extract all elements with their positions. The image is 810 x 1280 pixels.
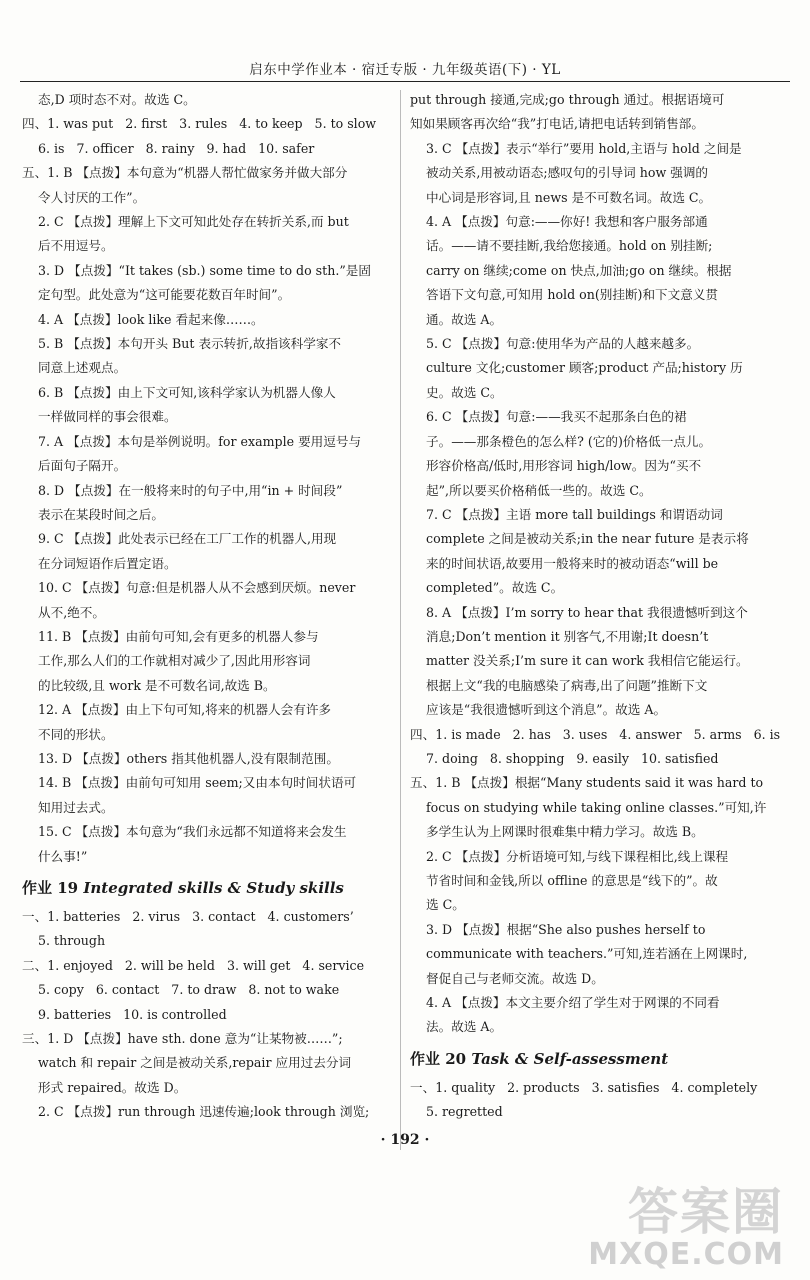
text-line: 6. B 【点拨】由上下文可知,该科学家认为机器人像人 xyxy=(22,384,336,400)
text-line: 2. C 【点拨】分析语境可知,与线下课程相比,线上课程 xyxy=(410,848,729,864)
text-line: 法。故选 A。 xyxy=(410,1019,503,1035)
answer-item xyxy=(22,112,390,136)
text-line: 7. C 【点拨】主语 more tall buildings 和谓语动词 xyxy=(410,506,723,522)
text-line: 5. copy 6. contact 7. to draw 8. not to wake xyxy=(22,982,340,998)
text-line: 中心词是形容词,且 news 是不可数名词。故选 C。 xyxy=(410,189,712,205)
text-line: 态,D 项时态不对。故选 C。 xyxy=(22,92,196,107)
section-title: Task & Self-assessment xyxy=(471,1049,669,1068)
answer-item xyxy=(410,918,792,991)
answer-item xyxy=(22,381,390,430)
text-line: 知用过去式。 xyxy=(22,799,114,815)
answer-item xyxy=(410,771,792,844)
left-column xyxy=(22,88,390,1125)
text-line: 12. A 【点拨】由上下句可知,将来的机器人会有许多 xyxy=(22,702,332,718)
text-line: 五、1. B 【点拨】根据“Many students said it was hard to xyxy=(410,775,764,791)
answer-item xyxy=(410,210,792,332)
text-line: 三、1. D 【点拨】have sth. done 意为“让某物被……”; xyxy=(22,1031,343,1047)
text-line: 被动关系,用被动语态;感叹句的引导词 how 强调的 xyxy=(410,165,709,181)
answer-item xyxy=(22,308,390,332)
answer-item xyxy=(410,503,792,601)
answer-item xyxy=(22,259,390,308)
watermark-logo xyxy=(588,1172,792,1272)
answer-item xyxy=(410,723,792,772)
text-line: 在分词短语作后置定语。 xyxy=(22,555,177,571)
answer-item xyxy=(22,625,390,698)
text-line: 不同的形状。 xyxy=(22,726,114,742)
section-number: 作业 19 xyxy=(22,879,79,897)
answer-item xyxy=(22,771,390,820)
answer-item xyxy=(22,576,390,625)
text-line: 定句型。此处意为“这可能要花数百年时间”。 xyxy=(22,287,291,303)
text-line: 工作,那么人们的工作就相对减少了,因此用形容词 xyxy=(22,653,311,669)
text-line: 14. B 【点拨】由前句可知用 seem;又由本句时间状语可 xyxy=(22,775,357,791)
text-line: completed”。故选 C。 xyxy=(410,580,564,596)
text-line: 5. B 【点拨】本句开头 But 表示转折,故指该科学家不 xyxy=(22,336,342,352)
answer-item xyxy=(22,1100,390,1124)
text-line: 督促自己与老师交流。故选 D。 xyxy=(410,970,604,986)
text-line: 起”,所以要买价格稍低一些的。故选 C。 xyxy=(410,482,652,498)
section-title: Integrated skills & Study skills xyxy=(83,879,344,897)
watermark-domain-text: MXQE.COM xyxy=(588,1237,784,1272)
section-heading xyxy=(410,1046,792,1072)
text-line: 应该是“我很遗憾听到这个消息”。故选 A。 xyxy=(410,702,667,718)
text-line: put through 接通,完成;go through 通过。根据语境可 xyxy=(410,92,725,107)
answer-item xyxy=(22,430,390,479)
text-line: 4. A 【点拨】look like 看起来像……。 xyxy=(22,311,264,327)
text-line: 8. A 【点拨】I’m sorry to hear that 我很遗憾听到这个 xyxy=(410,604,748,620)
text-line: 13. D 【点拨】others 指其他机器人,没有限制范围。 xyxy=(22,750,339,766)
text-line: 5. regretted xyxy=(410,1104,503,1120)
answer-item xyxy=(22,698,390,747)
text-line: 一样做同样的事会很难。 xyxy=(22,409,177,425)
text-line: 选 C。 xyxy=(410,897,465,913)
text-line: 3. D 【点拨】根据“She also pushes herself to xyxy=(410,921,706,937)
text-line: 4. A 【点拨】句意:——你好! 我想和客户服务部通 xyxy=(410,214,708,230)
text-line: culture 文化;customer 顾客;product 产品;history 历 xyxy=(410,360,743,376)
text-line: 3. D 【点拨】“It takes (sb.) some time to do sth.”是固 xyxy=(22,262,371,278)
text-line: 四、1. is made 2. has 3. uses 4. answer 5. arms 6. is xyxy=(410,726,781,742)
text-line: 5. C 【点拨】句意:使用华为产品的人越来越多。 xyxy=(410,336,700,352)
text-line: 4. A 【点拨】本文主要介绍了学生对于网课的不同看 xyxy=(410,995,720,1011)
column-divider xyxy=(400,90,401,1150)
answer-item xyxy=(22,954,390,1027)
text-line: 话。——请不要挂断,我给您接通。hold on 别挂断; xyxy=(410,238,713,254)
text-line: 的比较级,且 work 是不可数名词,故选 B。 xyxy=(22,677,276,693)
text-line: 子。——那条橙色的怎么样? (它的)价格低一点儿。 xyxy=(410,433,712,449)
text-line: 7. doing 8. shopping 9. easily 10. satisfied xyxy=(410,750,719,766)
text-line: 9. C 【点拨】此处表示已经在工厂工作的机器人,用现 xyxy=(22,531,337,547)
text-line: 形式 repaired。故选 D。 xyxy=(22,1079,187,1095)
watermark-main-text: 答案圈 xyxy=(628,1183,784,1241)
text-line: 6. is 7. officer 8. rainy 9. had 10. safer xyxy=(22,140,315,156)
text-line: complete 之间是被动关系;in the near future 是表示将 xyxy=(410,531,749,547)
text-line: 来的时间状语,故要用一般将来时的被动语态“will be xyxy=(410,555,719,571)
text-line: 五、1. B 【点拨】本句意为“机器人帮忙做家务并做大部分 xyxy=(22,165,348,181)
answer-item xyxy=(22,210,390,259)
text-line: 令人讨厌的工作”。 xyxy=(22,189,146,205)
text-line: focus on studying while taking online classes.”可知,许 xyxy=(410,799,767,815)
answer-item xyxy=(410,137,792,210)
text-line: 同意上述观点。 xyxy=(22,360,127,376)
text-line: 一、1. quality 2. products 3. satisfies 4. completely xyxy=(410,1079,758,1095)
text-line: 消息;Don’t mention it 别客气,不用谢;It doesn’t xyxy=(410,628,709,644)
text-line: 从不,绝不。 xyxy=(22,604,105,620)
text-line: 后面句子隔开。 xyxy=(22,458,127,474)
page-header: 启东中学作业本 · 宿迁专版 · 九年级英语(下) · YL xyxy=(249,62,561,78)
answer-item xyxy=(22,747,390,771)
text-line: 根据上文“我的电脑感染了病毒,出了问题”推断下文 xyxy=(410,677,708,693)
text-line: 一、1. batteries 2. virus 3. contact 4. customers’ xyxy=(22,909,354,924)
answer-item xyxy=(22,161,390,210)
answer-item xyxy=(22,820,390,869)
text-line: 9. batteries 10. is controlled xyxy=(22,1006,227,1022)
text-line: 知如果顾客再次给“我”打电话,请把电话转到销售部。 xyxy=(410,116,704,132)
section-heading xyxy=(22,875,390,901)
text-line: 多学生认为上网课时很难集中精力学习。故选 B。 xyxy=(410,824,704,840)
answer-item xyxy=(410,601,792,723)
text-line: 答语下文句意,可知用 hold on(别挂断)和下文意义贯 xyxy=(410,287,719,303)
answer-item xyxy=(22,137,390,161)
answer-item xyxy=(410,845,792,918)
answer-item xyxy=(410,332,792,405)
text-line: 3. C 【点拨】表示“举行”要用 hold,主语与 hold 之间是 xyxy=(410,140,742,156)
text-line: 表示在某段时间之后。 xyxy=(22,506,164,522)
page-number: · 192 · xyxy=(380,1132,430,1148)
text-line: matter 没关系;I’m sure it can work 我相信它能运行。 xyxy=(410,653,749,669)
text-line: 7. A 【点拨】本句是举例说明。for example 要用逗号与 xyxy=(22,433,362,449)
text-line: 2. C 【点拨】run through 迅速传遍;look through 浏览; xyxy=(22,1104,370,1120)
text-line: communicate with teachers.”可知,连若涵在上网课时, xyxy=(410,946,748,962)
answer-item xyxy=(22,905,390,954)
text-line: 5. through xyxy=(22,933,106,949)
answer-item xyxy=(22,88,390,112)
right-column xyxy=(410,88,792,1125)
text-line: 2. C 【点拨】理解上下文可知此处存在转折关系,而 but xyxy=(22,214,349,230)
text-line: 节省时间和金钱,所以 offline 的意思是“线下的”。故 xyxy=(410,873,718,888)
answer-item xyxy=(410,991,792,1040)
text-line: 什么事!” xyxy=(22,848,88,864)
answer-item xyxy=(410,405,792,503)
answer-item xyxy=(22,1027,390,1100)
section-number: 作业 20 xyxy=(410,1049,467,1068)
answer-item xyxy=(410,88,792,137)
text-line: 后不用逗号。 xyxy=(22,238,114,254)
text-line: 10. C 【点拨】句意:但是机器人从不会感到厌烦。never xyxy=(22,580,356,596)
answer-item xyxy=(22,527,390,576)
text-line: 二、1. enjoyed 2. will be held 3. will get 4. service xyxy=(22,957,365,973)
text-line: watch 和 repair 之间是被动关系,repair 应用过去分词 xyxy=(22,1055,352,1071)
header-rule xyxy=(20,81,790,82)
text-line: 15. C 【点拨】本句意为“我们永远都不知道将来会发生 xyxy=(22,824,347,840)
text-line: 通。故选 A。 xyxy=(410,311,503,327)
text-line: 6. C 【点拨】句意:——我买不起那条白色的裙 xyxy=(410,409,687,425)
text-line: 11. B 【点拨】由前句可知,会有更多的机器人参与 xyxy=(22,628,319,644)
text-line: 四、1. was put 2. first 3. rules 4. to keep 5. to slow xyxy=(22,116,377,132)
text-line: 形容价格高/低时,用形容词 high/low。因为“买不 xyxy=(410,458,702,474)
text-line: 史。故选 C。 xyxy=(410,384,503,400)
text-line: carry on 继续;come on 快点,加油;go on 继续。根据 xyxy=(410,262,732,278)
answer-item xyxy=(22,479,390,528)
answer-item xyxy=(22,332,390,381)
answer-item xyxy=(410,1076,792,1125)
text-line: 8. D 【点拨】在一般将来时的句子中,用“in + 时间段” xyxy=(22,482,343,498)
